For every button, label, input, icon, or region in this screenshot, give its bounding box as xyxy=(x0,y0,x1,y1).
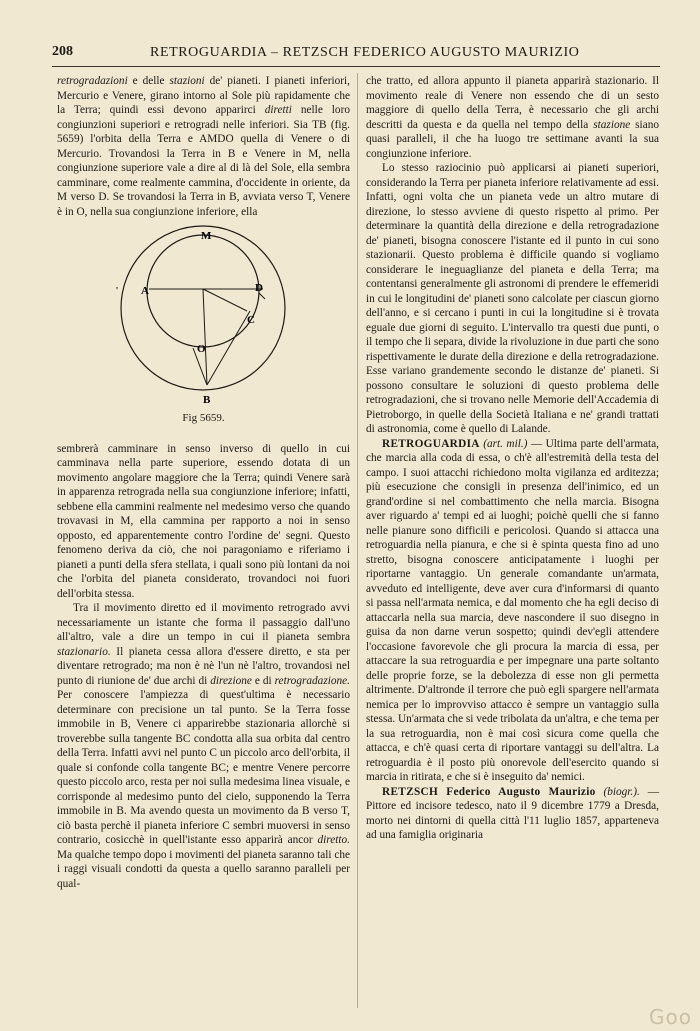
emphasis-term: stazioni xyxy=(169,75,205,87)
label-B: B xyxy=(203,394,211,405)
tangent-BC xyxy=(207,311,250,385)
label-M: M xyxy=(201,230,212,242)
paragraph xyxy=(57,74,350,219)
header-rule xyxy=(52,66,660,67)
paragraph xyxy=(57,601,350,891)
entry-text: — Ultima parte dell'armata, che marcia alla coda di essa, o ch'è all'estremità della testa del campo. I suoi attacchi richiedono molta vigilanza ed arditezza; più esecuzione che consigli in presenza dell'inimico, ed un grand'ordine si nel combattimento che nella marcia. Bisogna aver riguardo a' tempi ed ai luoghi; poichè quelli che si fanno nelle pianure sono difficili e pericolosi. Quando si attacca una retroguardia nella pianura, e che si è spinta questa fino ad uno stretto, bisogna conoscere anticipatamente i luoghi per riportarne vantaggio. Un generale comandante un'armata, avveduto ed intelligente, deve aver cura d'informarsi di quanto si passa nell'armata nemica, e dal momento che ha egli deciso di attaccarla nella sua marcia, deve nascondere il suo disegno in guisa da non darne verun sospetto; quindi dev'egli attendere l'occasione favorevole che gli procura la marcia di essa, per attaccare la sua retroguardia e per impegnare una parte soltanto delle proprie forze, se la debolezza di esse non gli permetta altrimente. D'altronde il terrore che può egli spargere nell'armata nemica per lo improvviso attacco è sempre un vantaggio sulla stessa. Un'armata che si vede tribolata da un'altra, e che tema per la sua retroguardia, non è mai così sicura come quella che attacca, e ch'è quasi certa di riportare vantaggi su dell'altra. La retroguardia è il posto più onorevole dell'esercito quando si marcia in ritirata, e che si è inseguito da' nemici. xyxy=(366,437,660,783)
entry-tag: (biogr.). xyxy=(603,785,640,798)
entry-retzsch xyxy=(366,785,659,843)
text-run: Per conoscere l'ampiezza di quest'ultima è necessario determinare con precisione un tal punto. Se la Terra fosse immobile in B, Venere ci apparirebbe stazionaria allorchè si troverebbe sulla tangente BC condotta alla sua orbita dal centro della Terra. Infatti avvi nel punto C un piccolo arco dell'orbita, il quale si confonde colla tangente BC; e mentre Venere percorre questo piccolo arco, resta per noi sulla medesima linea visuale, e corrisponde al medesimo punto del cielo, supponendo la Terra immobile in B. Ma avendo questa un movimento da B verso T, ciò basta perchè il pianeta inferiore C sembri muoversi in senso contrario, cosicchè in quell'istante esso apparirà ancor xyxy=(57,689,350,846)
label-D: D xyxy=(255,282,263,294)
figure-caption: Fig 5659. xyxy=(182,412,225,424)
watermark: Goo xyxy=(649,1005,692,1029)
line-to-C xyxy=(203,289,247,311)
emphasis-term: diretto. xyxy=(317,834,350,846)
line-to-B xyxy=(203,289,207,385)
text-run: Ma qualche tempo dopo i movimenti del pianeta saranno tali che i raggi visuali condotti da questa a quello saranno paralleli per qual- xyxy=(57,848,351,890)
emphasis-term: retrogradazione. xyxy=(274,674,350,687)
running-title: RETROGUARDIA – RETZSCH FEDERICO AUGUSTO MAURIZIO xyxy=(150,45,580,60)
text-run: de' pianeti. I pianeti inferiori, Mercurio e Venere, girano intorno al Sole più rapidamente che la Terra; quindi essi devono apparirci xyxy=(57,75,350,116)
emphasis-term: stazione xyxy=(593,118,631,131)
orbit-diagram xyxy=(115,223,295,405)
page-number: 208 xyxy=(52,44,73,59)
entry-retroguardia xyxy=(366,437,659,785)
label-O: O xyxy=(197,343,206,355)
text-run: Tra il movimento diretto ed il movimento retrogrado avvi necessariamente un istante che forma il passaggio dall'uno all'altro, vale a dire un tempo in cui il pianeta sembra xyxy=(57,602,350,643)
paragraph xyxy=(366,74,659,161)
right-column xyxy=(366,74,659,843)
label-A: A xyxy=(141,285,149,297)
figure-5659 xyxy=(57,223,350,405)
text-run: Il pianeta cessa allora d'essere diretto, e sta per diventare retrogrado; ma non è nè l'un nè l'altro, trovandosi nel punto di riunione de' due archi di xyxy=(57,645,350,687)
entry-lemma: RETROGUARDIA xyxy=(382,437,480,450)
entry-tag: (art. mil.) xyxy=(483,437,528,450)
emphasis-term: stazionario. xyxy=(57,645,111,658)
label-C: C xyxy=(247,314,255,326)
emphasis-term: retrogradazioni xyxy=(57,75,128,87)
emphasis-term: diretti xyxy=(264,104,292,116)
entry-lemma: RETZSCH Federico Augusto Maurizio xyxy=(382,785,596,798)
column-divider xyxy=(357,73,358,1008)
entry-text: — Pittore ed incisore tedesco, nato il 9 dicembre 1779 a Dresda, morto nei dintorni di quella città l'11 luglio 1857, apparteneva ad una famiglia originaria xyxy=(366,785,659,841)
text-run: siano quasi paralleli, il che ha luogo tre settimane avanti la sua congiunzione inferiore. xyxy=(366,118,660,160)
margin-mark: ' xyxy=(116,285,118,297)
text-run: e delle xyxy=(127,75,170,87)
paragraph: sembrerà camminare in senso inverso di quello in cui camminava nella parte superiore, essendo dotata di un movimento angolare maggiore che la Terra; quindi Venere sarà in apparenza retrograda nella sua congiunzione inferiore; infatti, sebbene ella cammini realmente nel medesimo verso che quando trovavasi in M, ella cammina per rapporto a noi in senso opposto, ed apparentemente contro l'ordine de' segni. Questo fenomeno deriva da ciò, che noi paragoniamo e riferiamo i pianeti a punti della sfera stellata, i quali sono più lontani da noi che l'orbita del pianeta considerato, trovandoci noi fuori dell'orbita stessa. xyxy=(57,442,350,600)
earth-orbit-circle xyxy=(121,226,285,390)
text-run: nelle loro congiunzioni superiori e retrogradi nelle inferiori. Sia TB (fig. 5659) l'orbita della Terra e AMDO quella di Venere o di Mercurio. Trovandosi la Terra in B e Venere in M, nella congiunzione superiore vale a dire al di là del Sole, ella sembra camminare, come realmente cammina, d'occidente in oriente, da M verso D. Se trovandosi la Terra in B, avviata verso T, Venere è in O, nella sua congiunzione inferiore, ella xyxy=(57,104,350,218)
left-column xyxy=(57,74,350,891)
text-run: e di xyxy=(251,674,275,687)
text-run: che tratto, ed allora appunto il pianeta apparirà stazionario. Il movimento reale di Venere non essendo che di un sesto maggiore di quello della Terra, è necessario che gli archi descritti da questa e da quella nel tempo della xyxy=(366,75,659,131)
paragraph: Lo stesso raziocinio può applicarsi ai pianeti superiori, considerando la Terra per pianeta inferiore relativamente ad essi. Infatti, ogni volta che un pianeta vede un altro mutare di direzione, lo stesso avviene di questo rispetto al primo. Per determinare la quantità della direzione e della retrogradazione de' pianeti, bisogna conoscere l'istante ed il punto in cui sono stazionarii. Questo problema è difficile quando si vogliamo considerare le ineguaglianze del pianeta e della Terra; ma contentansi generalmente gli astronomi di prendere le effemeridi in cui le longitudini de' pianeti sono calcolate per ciascun giorno dell'anno, e si cercano i punti in cui la longitudine si è trovata eguale due giorni di seguito. L'intervallo tra questi due punti, o il tempo che li separa, divide la rivoluzione in due parti che sono rispettivamente le durate della direzione e della retrogradazione. Esse variano grandemente secondo le distanze de' pianeti. Si possono consultare le soluzioni di questo problema delle retrogradazioni, che si trovano nelle Memorie dell'Accademia di Pietroborgo, in quelle della Società Italiana e ne' grandi trattati di astronomia, come è quello di Lalande. xyxy=(366,162,659,435)
emphasis-term: direzione xyxy=(210,674,252,687)
